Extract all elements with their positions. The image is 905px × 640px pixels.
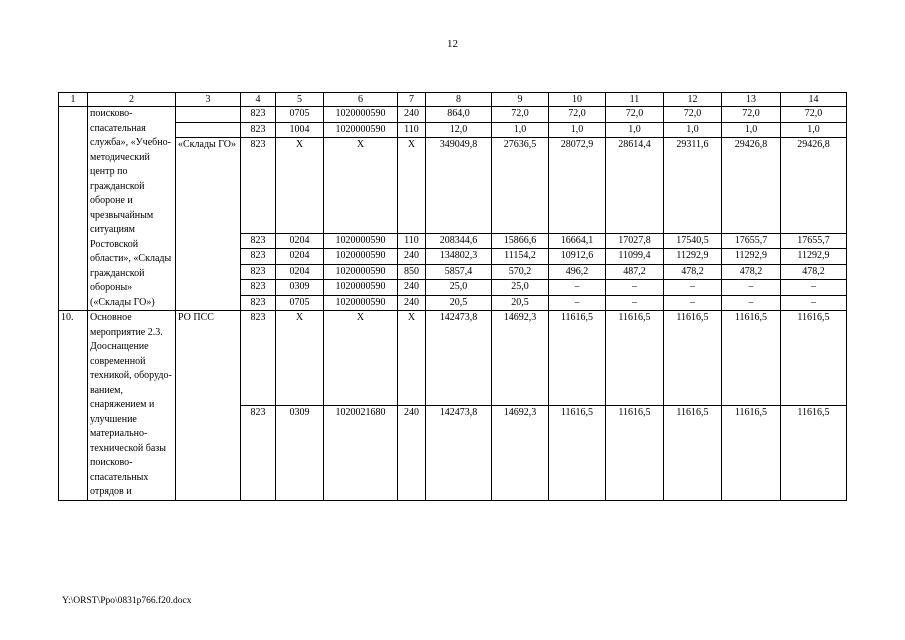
header-cell: 7 — [398, 93, 426, 107]
table-cell: 110 — [398, 233, 426, 249]
table-cell: – — [606, 280, 664, 296]
header-cell: 4 — [241, 93, 276, 107]
table-cell: 0309 — [276, 405, 324, 500]
table-cell: 1020021680 — [324, 405, 398, 500]
table-cell: 864,0 — [426, 107, 492, 123]
table-cell: 0204 — [276, 233, 324, 249]
table-cell: 28072,9 — [549, 138, 606, 234]
table-cell: 20,5 — [426, 295, 492, 311]
table-row — [59, 311, 847, 406]
header-cell: 11 — [606, 93, 664, 107]
table-cell: 0705 — [276, 107, 324, 123]
table-row — [59, 138, 847, 234]
table-cell: 823 — [241, 405, 276, 500]
table-cell: 1020000590 — [324, 264, 398, 280]
table-cell: 1,0 — [492, 122, 549, 138]
budget-table — [58, 92, 847, 501]
table-cell: – — [606, 295, 664, 311]
table-cell: 208344,6 — [426, 233, 492, 249]
table-cell: 478,2 — [781, 264, 847, 280]
table-cell: 11616,5 — [664, 311, 722, 406]
header-cell: 6 — [324, 93, 398, 107]
table-cell: 29426,8 — [781, 138, 847, 234]
table-cell: 25,0 — [426, 280, 492, 296]
table-row — [59, 122, 847, 138]
table-cell: 823 — [241, 122, 276, 138]
table-cell: 11616,5 — [722, 405, 781, 500]
table-cell: 823 — [241, 233, 276, 249]
table-cell: 823 — [241, 107, 276, 123]
header-cell: 5 — [276, 93, 324, 107]
table-cell: – — [781, 295, 847, 311]
table-cell: 142473,8 — [426, 405, 492, 500]
table-cell: – — [722, 280, 781, 296]
table-cell: 1020000590 — [324, 280, 398, 296]
table-cell: 823 — [241, 138, 276, 234]
table-cell: 17027,8 — [606, 233, 664, 249]
table-cell: 240 — [398, 280, 426, 296]
header-row — [59, 93, 847, 107]
table-cell: 14692,3 — [492, 311, 549, 406]
table-cell: 1004 — [276, 122, 324, 138]
table-cell: 11099,4 — [606, 249, 664, 265]
table-cell: 240 — [398, 405, 426, 500]
table-cell: 11616,5 — [549, 311, 606, 406]
table-cell: 11616,5 — [606, 311, 664, 406]
table-cell: 11292,9 — [722, 249, 781, 265]
table-cell: 349049,8 — [426, 138, 492, 234]
table-cell: 11154,2 — [492, 249, 549, 265]
table-cell: 11616,5 — [722, 311, 781, 406]
table-cell: 28614,4 — [606, 138, 664, 234]
table-cell: 11616,5 — [606, 405, 664, 500]
header-cell: 10 — [549, 93, 606, 107]
table-cell: 1020000590 — [324, 122, 398, 138]
section-measure-2-3 — [59, 311, 847, 501]
table-cell: 72,0 — [781, 107, 847, 123]
header-cell: 3 — [176, 93, 241, 107]
table-cell: 0204 — [276, 264, 324, 280]
header-cell: 13 — [722, 93, 781, 107]
table-cell: 496,2 — [549, 264, 606, 280]
table-cell: 0705 — [276, 295, 324, 311]
table-cell: – — [549, 280, 606, 296]
table-cell: 17655,7 — [722, 233, 781, 249]
table-cell: 25,0 — [492, 280, 549, 296]
table-cell: 478,2 — [722, 264, 781, 280]
section-skladi-go — [59, 107, 847, 311]
table-cell: 478,2 — [664, 264, 722, 280]
table-cell: 1,0 — [606, 122, 664, 138]
table-cell: 11292,9 — [781, 249, 847, 265]
header-cell: 14 — [781, 93, 847, 107]
table-cell: 29311,6 — [664, 138, 722, 234]
table-cell: 11292,9 — [664, 249, 722, 265]
table-cell: 570,2 — [492, 264, 549, 280]
table-cell: Х — [398, 311, 426, 406]
table-cell: Х — [324, 138, 398, 234]
table-cell: 1020000590 — [324, 107, 398, 123]
table-cell: 16664,1 — [549, 233, 606, 249]
table-cell: 11616,5 — [549, 405, 606, 500]
table-cell: Х — [398, 138, 426, 234]
table-cell: 72,0 — [722, 107, 781, 123]
table-cell: 0204 — [276, 249, 324, 265]
header-cell: 1 — [59, 93, 88, 107]
table-cell: 134802,3 — [426, 249, 492, 265]
executor-cell: «Склады ГО» — [176, 138, 241, 311]
table-cell: 10912,6 — [549, 249, 606, 265]
table-cell: 29426,8 — [722, 138, 781, 234]
executor-cell-blank — [176, 122, 241, 138]
table-cell: 110 — [398, 122, 426, 138]
table-cell: – — [781, 280, 847, 296]
table-cell: 11616,5 — [664, 405, 722, 500]
table-cell: 1,0 — [664, 122, 722, 138]
table-cell: 17655,7 — [781, 233, 847, 249]
table-cell: 1,0 — [722, 122, 781, 138]
description-cell: Основное мероприятие 2.3. Дооснащение современной техникой, оборудо-ванием, снаряжением и улучшение материально-технической базы поисково-спасательных отрядов и — [88, 311, 176, 501]
table-cell: 823 — [241, 264, 276, 280]
header-cell: 9 — [492, 93, 549, 107]
table-cell: 850 — [398, 264, 426, 280]
table-cell: 12,0 — [426, 122, 492, 138]
description-cell: поисково-спасательная служба», «Учебно-методический центр по гражданской обороне и чрезвычайным ситуациям Ростовской области», «Склады гражданской обороны» («Склады ГО») — [88, 107, 176, 311]
row-number-cell: 10. — [59, 311, 88, 501]
table-cell: 240 — [398, 295, 426, 311]
table-cell: 487,2 — [606, 264, 664, 280]
executor-cell-blank — [176, 107, 241, 123]
table-cell: 1020000590 — [324, 233, 398, 249]
table-cell: 14692,3 — [492, 405, 549, 500]
table-cell: 823 — [241, 295, 276, 311]
table-cell: 15866,6 — [492, 233, 549, 249]
page-number: 12 — [447, 38, 458, 50]
table-cell: 142473,8 — [426, 311, 492, 406]
table-cell: 0309 — [276, 280, 324, 296]
table-cell: 823 — [241, 280, 276, 296]
header-cell: 8 — [426, 93, 492, 107]
table-cell: 1,0 — [781, 122, 847, 138]
header-cell: 12 — [664, 93, 722, 107]
table-row — [59, 107, 847, 123]
table-cell: 823 — [241, 311, 276, 406]
executor-cell: РО ПСС — [176, 311, 241, 501]
table-cell: 72,0 — [549, 107, 606, 123]
table-cell: – — [664, 280, 722, 296]
table-cell: 72,0 — [606, 107, 664, 123]
table-cell: 20,5 — [492, 295, 549, 311]
table-cell: 72,0 — [664, 107, 722, 123]
table-cell: – — [722, 295, 781, 311]
table-cell: 72,0 — [492, 107, 549, 123]
table-cell: Х — [276, 311, 324, 406]
header-cell: 2 — [88, 93, 176, 107]
table-cell: 11616,5 — [781, 311, 847, 406]
row-number-cell — [59, 107, 88, 311]
table-cell: – — [664, 295, 722, 311]
table-cell: 1,0 — [549, 122, 606, 138]
table-cell: Х — [276, 138, 324, 234]
table-cell: 823 — [241, 249, 276, 265]
table-cell: 240 — [398, 249, 426, 265]
table-cell: 27636,5 — [492, 138, 549, 234]
table-cell: Х — [324, 311, 398, 406]
table-cell: 1020000590 — [324, 249, 398, 265]
table-cell: 5857,4 — [426, 264, 492, 280]
table-cell: 11616,5 — [781, 405, 847, 500]
file-path-footer: Y:\ORST\Ppo\0831p766.f20.docx — [62, 596, 192, 606]
table-cell: – — [549, 295, 606, 311]
table-cell: 240 — [398, 107, 426, 123]
table-cell: 1020000590 — [324, 295, 398, 311]
table-cell: 17540,5 — [664, 233, 722, 249]
